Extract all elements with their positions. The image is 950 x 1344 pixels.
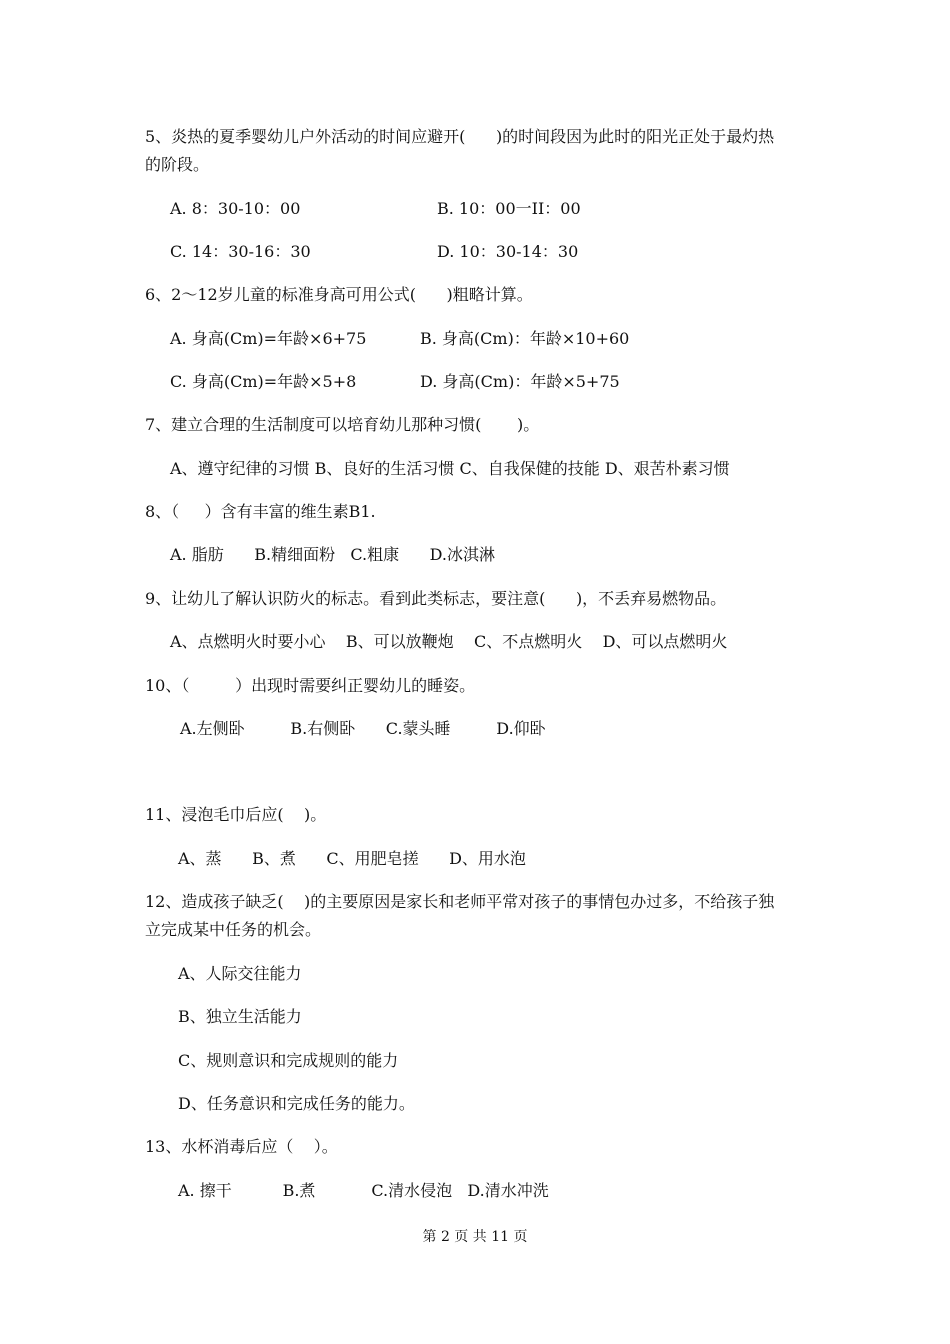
q6-option-a: A. 身高(Cm)=年龄×6+75 (170, 329, 367, 348)
q9-options: A、点燃明火时要小心 B、可以放鞭炮 C、不点燃明火 D、可以点燃明火 (170, 632, 728, 651)
q12-stem-line-1: 12、造成孩子缺乏( )的主要原因是家长和老师平常对孩子的事情包办过多，不给孩子独 (145, 892, 775, 911)
q5-option-c: C. 14：30-16：30 (170, 242, 311, 261)
q12-stem-line-2: 立完成某中任务的机会。 (145, 920, 322, 939)
q6-stem: 6、2～12岁儿童的标准身高可用公式( )粗略计算。 (145, 285, 533, 304)
q12-option-c: C、规则意识和完成规则的能力 (178, 1051, 399, 1070)
q11-stem: 11、浸泡毛巾后应( )。 (145, 805, 327, 824)
q6-option-c: C. 身高(Cm)=年龄×5+8 (170, 372, 357, 391)
q6-option-b: B. 身高(Cm)：年龄×10+60 (420, 329, 630, 348)
q12-option-d: D、任务意识和完成任务的能力。 (178, 1094, 415, 1113)
q10-options: A.左侧卧 B.右侧卧 C.蒙头睡 D.仰卧 (180, 719, 546, 738)
q8-options: A. 脂肪 B.精细面粉 C.粗康 D.冰淇淋 (170, 545, 495, 564)
q5-option-a: A. 8：30-10：00 (170, 199, 301, 218)
q12-option-a: A、人际交往能力 (178, 964, 302, 983)
q12-option-b: B、独立生活能力 (178, 1007, 302, 1026)
q5-option-b: B. 10：00一II：00 (437, 199, 581, 218)
q10-stem: 10、（ ）出现时需要纠正婴幼儿的睡姿。 (145, 676, 476, 695)
q11-options: A、蒸 B、煮 C、用肥皂搓 D、用水泡 (178, 849, 526, 868)
q8-stem: 8、（ ）含有丰富的维生素B1. (145, 502, 376, 521)
q13-stem: 13、水杯消毒后应（ ）。 (145, 1137, 338, 1156)
q5-stem-line-1: 5、炎热的夏季婴幼儿户外活动的时间应避开( )的时间段因为此时的阳光正处于最灼热 (145, 127, 775, 146)
q13-options: A. 擦干 B.煮 C.清水侵泡 D.清水冲洗 (178, 1181, 549, 1200)
q6-option-d: D. 身高(Cm)：年龄×5+75 (420, 372, 620, 391)
page-number-footer: 第 2 页 共 11 页 (422, 1229, 528, 1245)
q5-stem-line-2: 的阶段。 (145, 155, 210, 174)
q9-stem: 9、让幼儿了解认识防火的标志。看到此类标志，要注意( )，不丢弃易燃物品。 (145, 589, 727, 608)
q5-option-d: D. 10：30-14：30 (437, 242, 579, 261)
q7-options: A、遵守纪律的习惯 B、良好的生活习惯 C、自我保健的技能 D、艰苦朴素习惯 (170, 459, 730, 478)
q7-stem: 7、建立合理的生活制度可以培育幼儿那种习惯( )。 (145, 415, 540, 434)
